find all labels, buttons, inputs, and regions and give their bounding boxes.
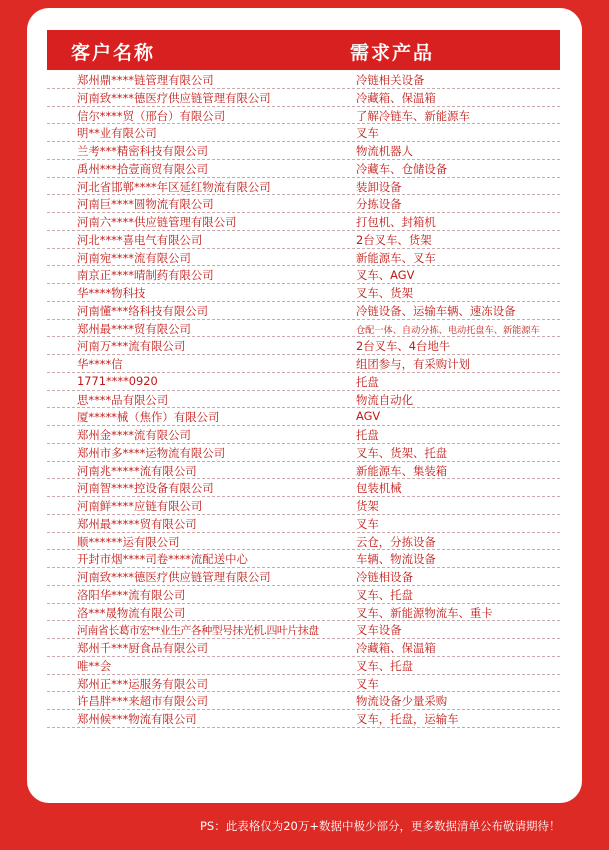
customer-name: 郑州最*****贸有限公司 <box>77 516 197 531</box>
customer-name: 郑州金****流有限公司 <box>77 428 191 442</box>
demand-product: 新能源车、集装箱 <box>356 463 448 478</box>
demand-product: 冷藏箱、保温箱 <box>356 641 436 655</box>
customer-name: 唯**会 <box>77 658 112 673</box>
customer-name: 郑州鼎****链管理有限公司 <box>77 73 214 87</box>
table-row <box>47 142 560 160</box>
table-row <box>47 249 560 267</box>
table-row <box>47 426 560 444</box>
demand-product: 新能源车、叉车 <box>356 250 436 265</box>
demand-product: 叉车 <box>356 516 379 531</box>
table-row <box>47 89 560 107</box>
customer-name: 河北****喜电气有限公司 <box>77 232 203 247</box>
data-card <box>27 8 582 803</box>
table-row <box>47 621 560 639</box>
customer-name: 河南宛****流有限公司 <box>77 250 191 265</box>
table-row <box>47 391 560 409</box>
customer-name: 许昌胖***来超市有限公司 <box>77 694 208 709</box>
table-row <box>47 195 560 213</box>
table-row <box>47 710 560 728</box>
table-row <box>47 284 560 302</box>
demand-product: AGV <box>356 409 381 424</box>
demand-product: 托盘 <box>356 374 379 389</box>
demand-product: 包装机械 <box>356 481 402 496</box>
table-row <box>47 178 560 196</box>
table-row <box>47 337 560 355</box>
table-row <box>47 533 560 551</box>
footer-note: PS：此表格仅为20万+数据中极少部分，更多数据清单公布敬请期待！ <box>200 819 561 833</box>
table-row <box>47 550 560 568</box>
table-row <box>47 373 560 391</box>
demand-product: 了解冷链车、新能源车 <box>356 108 470 123</box>
demand-product: 冷链设备、运输车辆、速冻设备 <box>356 303 516 318</box>
demand-product: 组团参与，有采购计划 <box>356 357 470 371</box>
customer-name: 兰考***精密科技有限公司 <box>77 144 208 158</box>
table-header <box>47 30 560 70</box>
table-row <box>47 231 560 249</box>
demand-product: 车辆、物流设备 <box>356 552 436 567</box>
demand-product: 货架 <box>356 499 379 513</box>
demand-product: 冷藏箱、保温箱 <box>356 90 436 105</box>
demand-product: 2台叉车、4台地牛 <box>356 339 451 354</box>
customer-name: 南京正****晴制药有限公司 <box>77 268 214 283</box>
customer-name: 河北省邯郸****年区延红物流有限公司 <box>77 179 271 194</box>
customer-name: 河南万***流有限公司 <box>77 339 186 354</box>
table-row <box>47 160 560 178</box>
table-row <box>47 444 560 462</box>
table-row <box>47 266 560 284</box>
demand-product: 叉车设备 <box>356 623 402 638</box>
demand-product: 2台叉车、货架 <box>356 232 432 247</box>
customer-name: 郑州正***运服务有限公司 <box>77 676 208 691</box>
customer-name: 河南省长葛市宏**业生产各种型号抹光机.四叶片抹盘 <box>77 624 319 638</box>
table-row <box>47 586 560 604</box>
table-row <box>47 568 560 586</box>
table-row <box>47 479 560 497</box>
table-row <box>47 408 560 426</box>
demand-product: 打包机、封箱机 <box>356 215 436 229</box>
table-row <box>47 71 560 89</box>
customer-name: 河南智****控设备有限公司 <box>77 481 214 496</box>
table-row <box>47 657 560 675</box>
customer-name: 河南致****德医疗供应链管理有限公司 <box>77 570 271 584</box>
table-row <box>47 355 560 373</box>
customer-name: 明**业有限公司 <box>77 126 157 141</box>
customer-name: 郑州千***厨食品有限公司 <box>77 641 208 655</box>
table-row <box>47 604 560 622</box>
demand-product: 物流机器人 <box>356 144 413 158</box>
demand-product: 叉车、托盘 <box>356 658 413 673</box>
demand-product: 冷链相设备 <box>356 570 413 584</box>
customer-name: 洛阳华***流有限公司 <box>77 587 186 602</box>
customer-name: 信尔****贸（邢台）有限公司 <box>77 108 226 123</box>
table-row <box>47 124 560 142</box>
demand-product: 托盘 <box>356 428 379 442</box>
demand-product: 叉车、货架、托盘 <box>356 445 448 460</box>
demand-product: 装卸设备 <box>356 179 402 194</box>
customer-name: 河南六****供应链管理有限公司 <box>77 215 237 229</box>
customer-name: 1771****0920 <box>77 373 158 388</box>
customer-name: 华****物科技 <box>77 286 146 300</box>
customer-name: 河南懂***络科技有限公司 <box>77 303 208 318</box>
customer-column-header: 客户名称 <box>71 42 156 64</box>
customer-name: 郑州市多****运物流有限公司 <box>77 445 226 460</box>
customer-name: 河南致****德医疗供应链管理有限公司 <box>77 90 271 105</box>
demand-product: 叉车、货架 <box>356 286 413 300</box>
demand-product: 叉车，托盘，运输车 <box>356 712 459 726</box>
customer-name: 洛***晟物流有限公司 <box>77 605 186 620</box>
table-row <box>47 213 560 231</box>
demand-product: 物流自动化 <box>356 392 413 407</box>
demand-product: 叉车、新能源物流车、重卡 <box>356 605 493 620</box>
demand-product: 分拣设备 <box>356 197 402 212</box>
customer-name: 厦*****械（焦作）有限公司 <box>77 410 220 425</box>
table-row <box>47 639 560 657</box>
customer-name: 郑州候***物流有限公司 <box>77 712 197 726</box>
table-row <box>47 320 560 338</box>
table-body <box>47 71 560 728</box>
customer-name: 思****品有限公司 <box>77 392 169 407</box>
table-row <box>47 675 560 693</box>
customer-name: 顺******运有限公司 <box>77 534 180 549</box>
customer-name: 河南巨****圆物流有限公司 <box>77 197 214 212</box>
customer-name: 河南兆*****流有限公司 <box>77 463 197 478</box>
demand-product: 叉车 <box>356 126 379 141</box>
demand-product: 物流设备少量采购 <box>356 694 448 709</box>
table-row <box>47 515 560 533</box>
customer-name: 郑州最****贸有限公司 <box>77 321 191 336</box>
customer-name: 华****信 <box>77 357 123 371</box>
demand-product: 仓配一体、自动分拣、电动托盘车、新能源车 <box>356 324 540 336</box>
product-column-header: 需求产品 <box>350 42 435 64</box>
demand-product: 叉车、AGV <box>356 268 415 283</box>
demand-product: 冷链相关设备 <box>356 73 425 87</box>
demand-product: 云仓，分拣设备 <box>356 534 436 549</box>
customer-name: 禹州***拾壹商贸有限公司 <box>77 161 208 176</box>
customer-name: 河南鲜****应链有限公司 <box>77 499 203 513</box>
table-row <box>47 497 560 515</box>
table-row <box>47 692 560 710</box>
demand-product: 冷藏车、仓储设备 <box>356 161 448 176</box>
demand-product: 叉车 <box>356 676 379 691</box>
customer-name: 开封市烟****司卷****流配送中心 <box>77 552 248 567</box>
table-row <box>47 107 560 125</box>
table-row <box>47 462 560 480</box>
table-row <box>47 302 560 320</box>
demand-product: 叉车、托盘 <box>356 587 413 602</box>
